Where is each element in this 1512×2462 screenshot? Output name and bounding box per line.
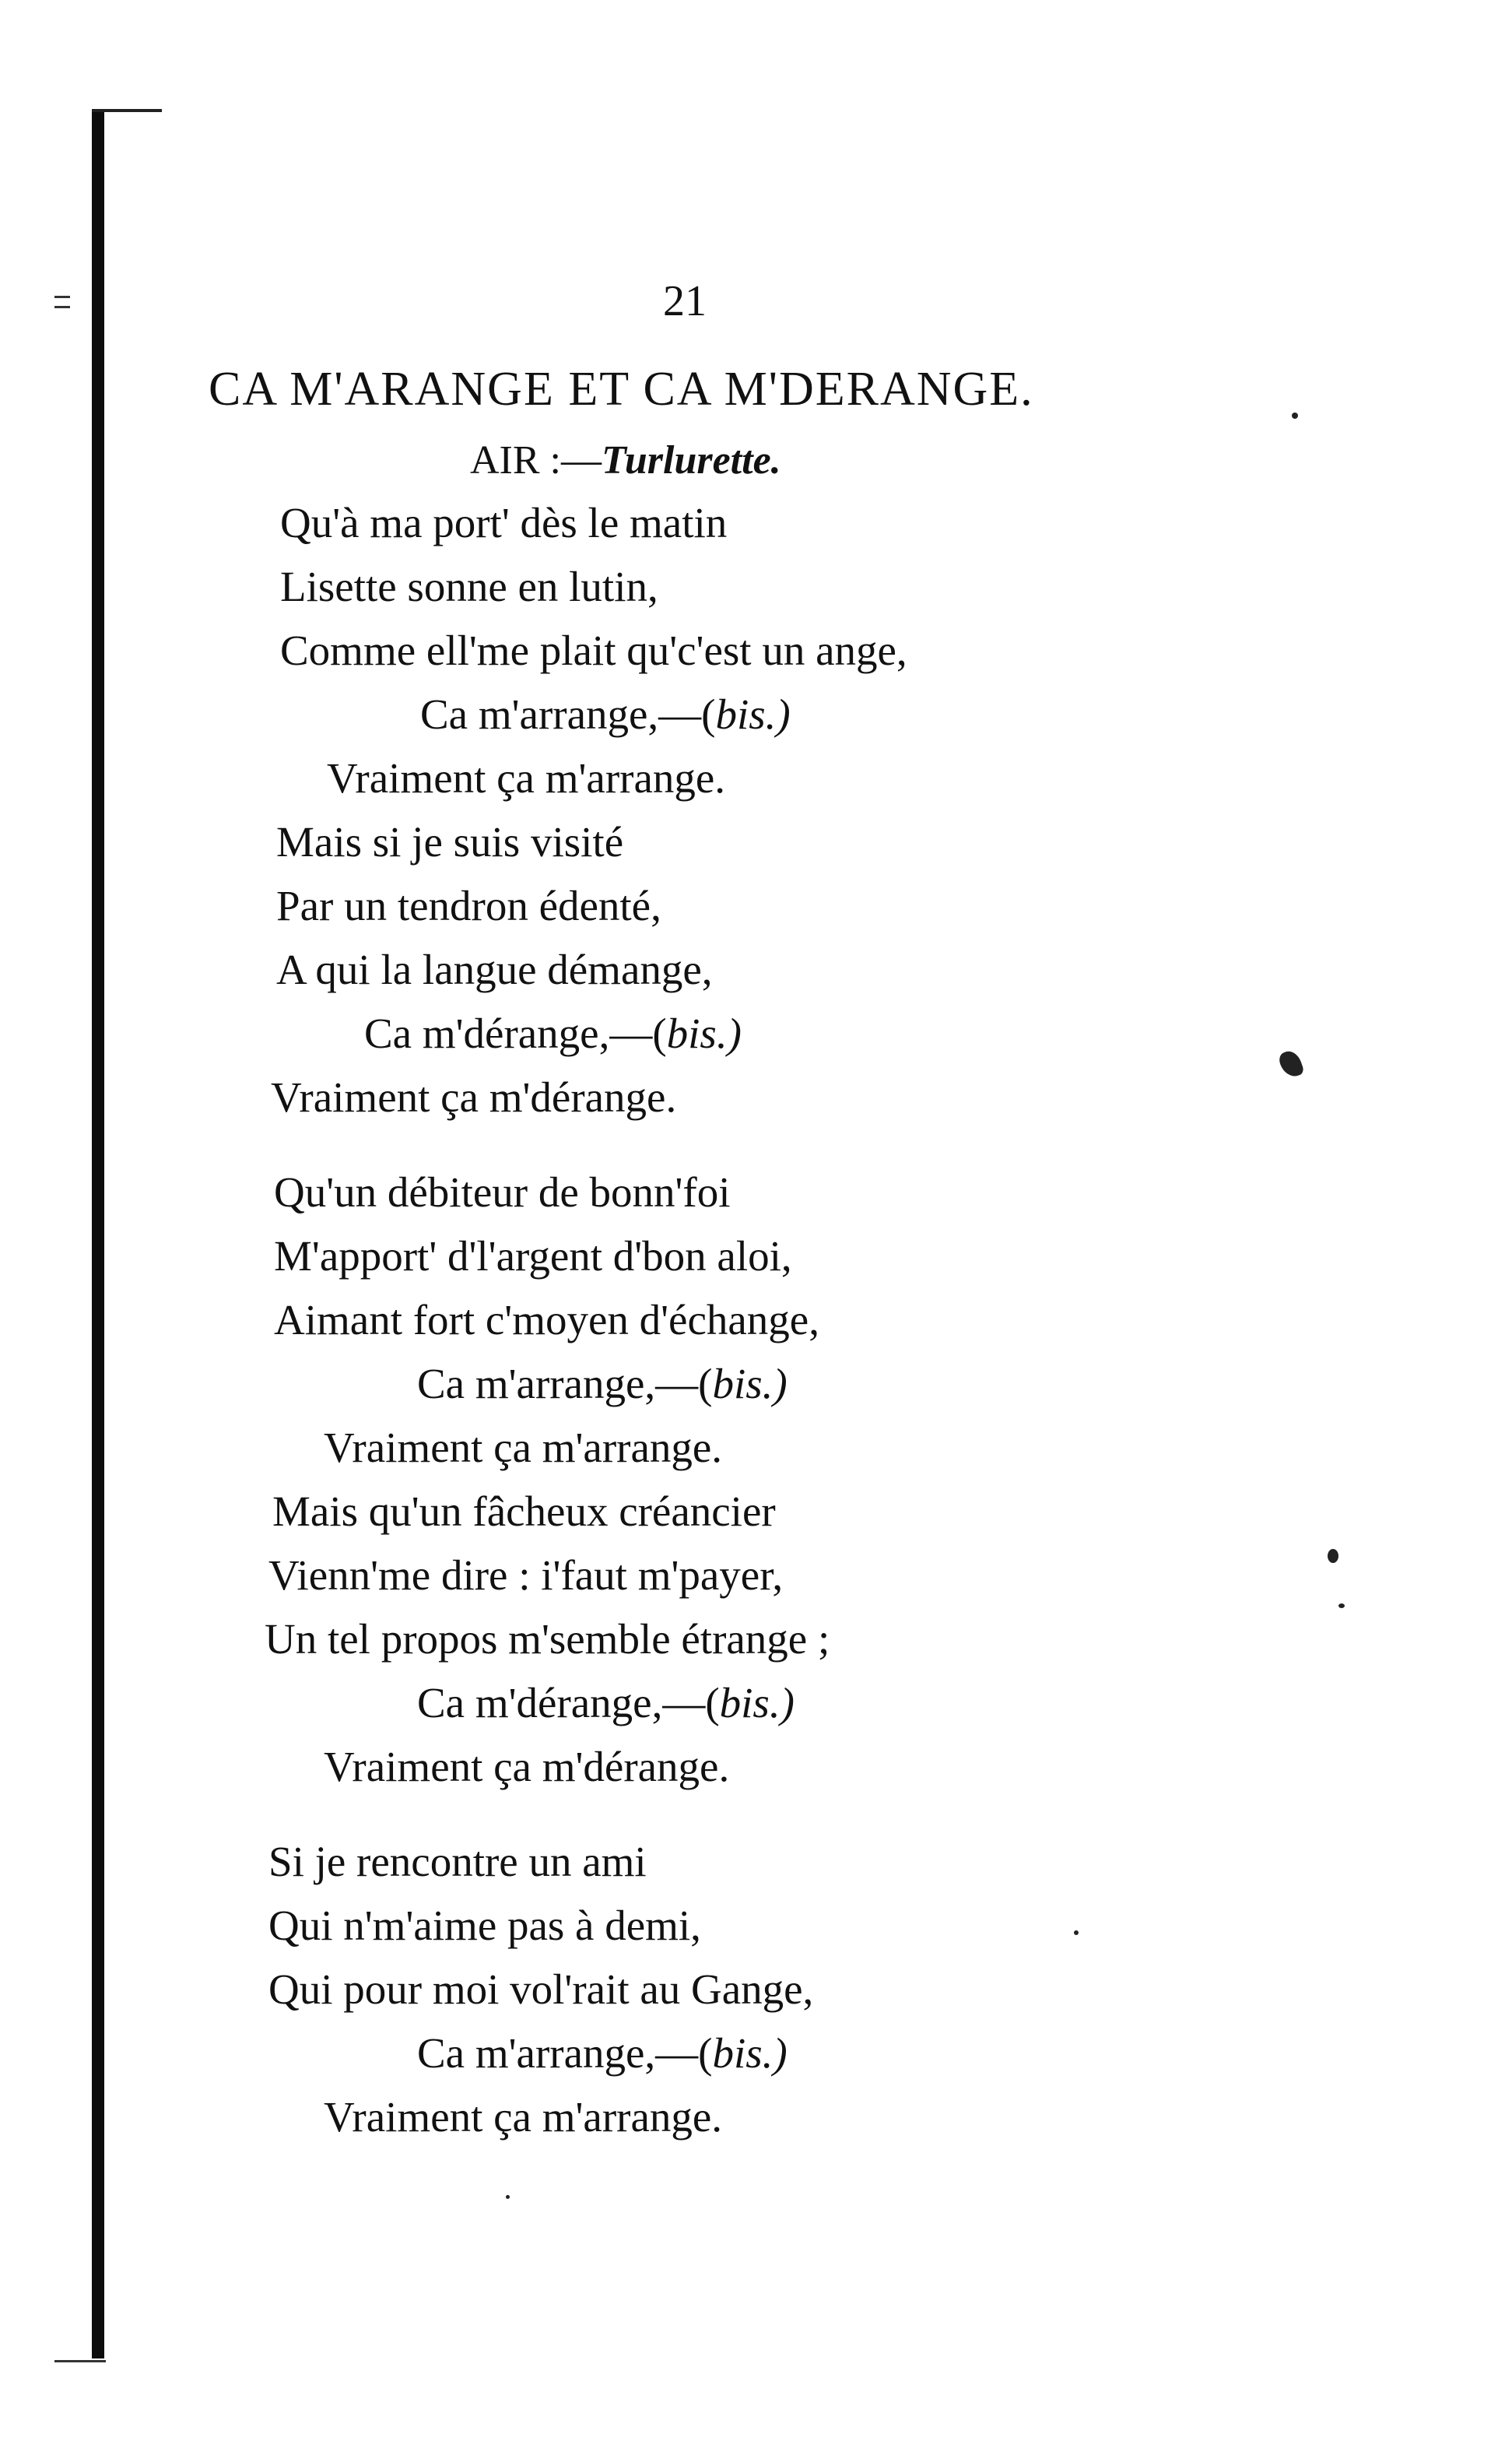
verse-line [268,1965,813,2014]
song-title: CA M'ARANGE ET CA M'DERANGE. [209,363,1034,416]
verse-line-text: Vienn'me dire : i'faut m'payer, [268,1551,784,1599]
verse-line [420,690,791,739]
ink-speck [1328,1549,1338,1563]
verse-line [280,626,907,675]
verse-line [417,1359,788,1408]
margin-mark [54,296,70,308]
verse-line-text: Vraiment ça m'arrange. [327,754,726,802]
verse-line-text: Vraiment ça m'dérange. [324,1743,730,1790]
ink-speck [506,2195,510,2199]
ink-speck [1074,1930,1079,1935]
verse-line-text: Comme ell'me plait qu'c'est un ange, [280,627,907,674]
verse-line-text: Ca m'arrange,—( [417,1360,713,1407]
verse-line [272,1487,776,1536]
page-number: 21 [663,277,707,325]
bis-mark: bis.) [712,1360,788,1407]
ink-speck [1292,413,1298,419]
verse-line-text: M'apport' d'l'argent d'bon aloi, [274,1232,792,1280]
verse-line-text: A qui la langue démange, [276,946,713,993]
verse-line [271,1073,676,1122]
verse-line-text: Si je rencontre un ami [268,1838,647,1885]
verse-line [280,562,658,611]
bis-mark: bis.) [719,1679,795,1726]
verse-line [324,1742,729,1791]
verse-line-text: Vraiment ça m'arrange. [324,1424,723,1471]
verse-line [268,1901,701,1950]
verse-line [274,1295,819,1344]
verse-line-text: Ca m'arrange,—( [417,2029,713,2077]
verse-line [274,1231,792,1280]
verse-line-text: Vraiment ça m'arrange. [324,2093,723,2141]
ink-blot [1277,1048,1305,1080]
air-line [470,437,781,483]
verse-line [276,945,713,994]
bis-mark: bis.) [715,690,791,738]
bis-mark: bis.) [712,2029,788,2077]
verse-line-text: Aimant fort c'moyen d'échange, [274,1296,819,1343]
verse-line-text: Ca m'dérange,—( [364,1010,667,1057]
verse-line-text: Mais qu'un fâcheux créancier [272,1487,776,1535]
verse-line [276,817,623,866]
binding-edge-bottom [54,2360,106,2362]
binding-edge-top [92,109,162,112]
verse-line [268,1837,647,1886]
verse-line-text: Qui n'm'aime pas à demi, [268,1902,701,1949]
bis-mark: bis.) [666,1010,742,1057]
verse-line-text: Un tel propos m'semble étrange ; [265,1615,830,1663]
verse-line-text: Qui pour moi vol'rait au Gange, [268,1965,814,2013]
verse-line-text: Ca m'dérange,—( [417,1679,720,1726]
air-name: Turlurette. [602,438,781,483]
verse-line [327,753,725,803]
verse-line-text: Lisette sonne en lutin, [280,563,658,610]
verse-line-text: Vraiment ça m'dérange. [271,1073,677,1121]
verse-line [280,498,727,547]
verse-line-text: Qu'à ma port' dès le matin [280,499,728,546]
binding-edge [92,109,104,2358]
verse-line [276,881,661,930]
verse-line [265,1614,830,1663]
verse-line-text: Ca m'arrange,—( [420,690,716,738]
verse-line [364,1009,742,1058]
air-label: AIR :— [470,438,602,483]
verse-line-text: Qu'un débiteur de bonn'foi [274,1168,731,1216]
verse-line [274,1168,731,1217]
ink-speck [1338,1603,1345,1608]
verse-line [268,1551,783,1600]
verse-line [417,2028,788,2077]
verse-line-text: Mais si je suis visité [276,818,624,866]
verse-line-text: Par un tendron édenté, [276,882,661,929]
verse-line [417,1678,795,1727]
verse-line [324,1423,722,1472]
verse-line [324,2092,722,2141]
